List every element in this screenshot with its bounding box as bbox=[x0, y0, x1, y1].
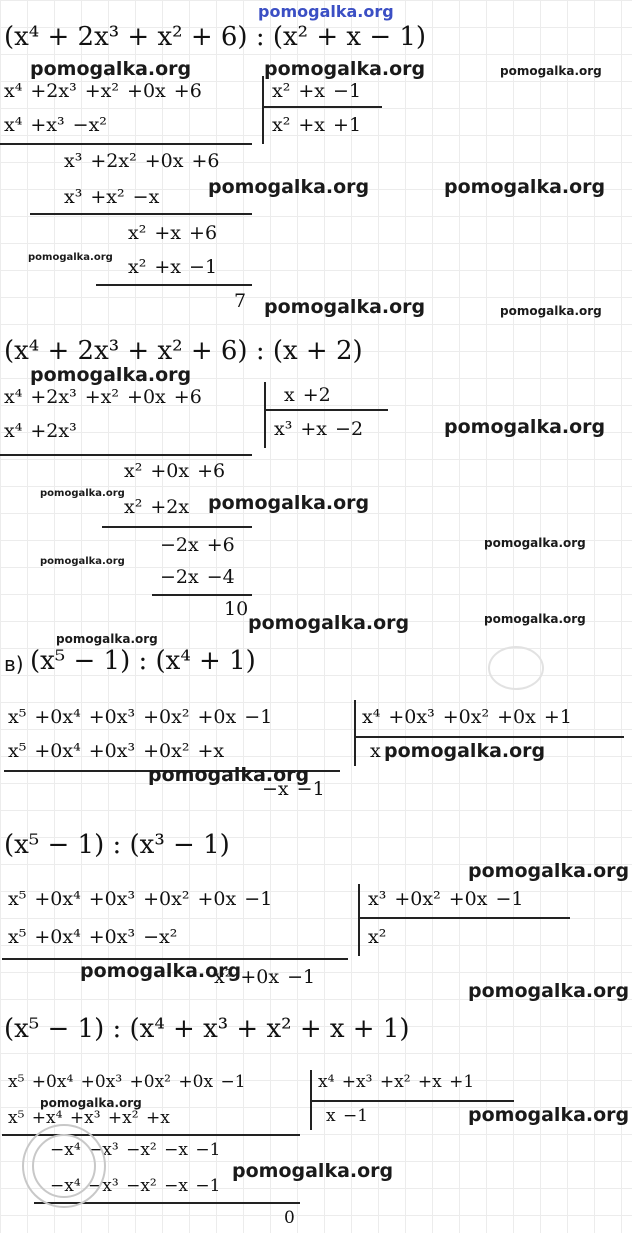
watermark: pomogalka.org bbox=[444, 176, 606, 198]
problem-1-step-4: x² +x +6 bbox=[128, 222, 218, 244]
problem-5-divisor: x⁴ +x³ +x² +x +1 bbox=[318, 1072, 475, 1092]
watermark: pomogalka.org bbox=[232, 1160, 394, 1182]
problem-2-divider-vertical bbox=[264, 382, 266, 448]
problem-1-step-5: x² +x −1 bbox=[128, 256, 218, 278]
problem-4-remainder: x² +0x −1 bbox=[214, 966, 316, 988]
problem-1-quotient: x² +x +1 bbox=[272, 114, 362, 136]
watermark: pomogalka.org bbox=[248, 612, 410, 634]
problem-1-heading: (x⁴ + 2x³ + x² + 6) : (x² + x − 1) bbox=[4, 22, 427, 52]
problem-1-line-1 bbox=[0, 143, 252, 145]
problem-5-step-1: x⁵ +x⁴ +x³ +x² +x bbox=[8, 1108, 170, 1128]
problem-1-step-3: x³ +x² −x bbox=[64, 186, 160, 208]
faint-stamp bbox=[488, 646, 544, 690]
problem-5-divisor-line bbox=[310, 1100, 514, 1102]
problem-4-divisor: x³ +0x² +0x −1 bbox=[368, 888, 524, 910]
problem-3-step-1: x⁵ +0x⁴ +0x³ +0x² +x bbox=[8, 740, 225, 762]
problem-3-divider-vertical bbox=[354, 700, 356, 766]
problem-3-divisor-line bbox=[354, 736, 624, 738]
problem-2-heading: (x⁴ + 2x³ + x² + 6) : (x + 2) bbox=[4, 336, 363, 366]
problem-4-dividend: x⁵ +0x⁴ +0x³ +0x² +0x −1 bbox=[8, 888, 273, 910]
watermark: pomogalka.org bbox=[500, 304, 602, 318]
problem-3-heading: (x⁵ − 1) : (x⁴ + 1) bbox=[30, 646, 256, 676]
watermark: pomogalka.org bbox=[40, 488, 125, 499]
problem-4-quotient: x² bbox=[368, 926, 387, 948]
problem-4-divisor-line bbox=[358, 917, 570, 919]
problem-5-remainder: 0 bbox=[284, 1208, 295, 1228]
problem-5-quotient: x −1 bbox=[326, 1106, 369, 1126]
problem-2-dividend: x⁴ +2x³ +x² +0x +6 bbox=[4, 386, 202, 408]
problem-2-step-3: x² +2x bbox=[124, 496, 190, 518]
problem-2-line-1 bbox=[0, 454, 252, 456]
problem-1-step-1: x⁴ +x³ −x² bbox=[4, 114, 107, 136]
problem-1-line-3 bbox=[96, 284, 252, 286]
problem-3-label: в) bbox=[4, 652, 24, 676]
watermark: pomogalka.org bbox=[40, 1096, 142, 1110]
watermark: pomogalka.org bbox=[80, 960, 242, 982]
problem-5-step-3: −x⁴ −x³ −x² −x −1 bbox=[50, 1176, 221, 1196]
watermark: pomogalka.org bbox=[264, 58, 426, 80]
watermark: pomogalka.org bbox=[468, 1104, 630, 1126]
watermark: pomogalka.org bbox=[484, 612, 586, 626]
problem-1-step-2: x³ +2x² +0x +6 bbox=[64, 150, 220, 172]
problem-2-step-4: −2x +6 bbox=[160, 534, 235, 556]
watermark: pomogalka.org bbox=[384, 740, 546, 762]
problem-2-remainder: 10 bbox=[224, 598, 249, 620]
problem-2-quotient: x³ +x −2 bbox=[274, 418, 364, 440]
problem-1-divisor: x² +x −1 bbox=[272, 80, 362, 102]
top-watermark: pomogalka.org bbox=[258, 2, 394, 21]
watermark: pomogalka.org bbox=[208, 176, 370, 198]
problem-2-line-2 bbox=[102, 526, 252, 528]
problem-4-heading: (x⁵ − 1) : (x³ − 1) bbox=[4, 830, 230, 860]
problem-2-divisor: x +2 bbox=[284, 384, 331, 406]
watermark: pomogalka.org bbox=[30, 364, 192, 386]
watermark: pomogalka.org bbox=[444, 416, 606, 438]
watermark: pomogalka.org bbox=[28, 252, 113, 263]
problem-5-heading: (x⁵ − 1) : (x⁴ + x³ + x² + x + 1) bbox=[4, 1014, 410, 1044]
problem-1-remainder: 7 bbox=[234, 290, 247, 312]
watermark: pomogalka.org bbox=[484, 536, 586, 550]
problem-2-step-5: −2x −4 bbox=[160, 566, 235, 588]
problem-1-divisor-line bbox=[262, 106, 382, 108]
problem-3-remainder: −x −1 bbox=[262, 778, 325, 800]
problem-3-quotient: x bbox=[370, 740, 381, 762]
watermark: pomogalka.org bbox=[56, 632, 158, 646]
watermark: pomogalka.org bbox=[468, 860, 630, 882]
problem-2-step-1: x⁴ +2x³ bbox=[4, 420, 77, 442]
watermark: pomogalka.org bbox=[208, 492, 370, 514]
problem-2-divisor-line bbox=[264, 409, 388, 411]
watermark: pomogalka.org bbox=[500, 64, 602, 78]
problem-1-dividend: x⁴ +2x³ +x² +0x +6 bbox=[4, 80, 202, 102]
problem-5-step-2: −x⁴ −x³ −x² −x −1 bbox=[50, 1140, 221, 1160]
problem-2-line-3 bbox=[152, 594, 252, 596]
watermark: pomogalka.org bbox=[468, 980, 630, 1002]
problem-4-divider-vertical bbox=[358, 884, 360, 956]
problem-1-line-2 bbox=[30, 213, 252, 215]
faint-copyright-seal-inner bbox=[32, 1134, 96, 1198]
problem-2-step-2: x² +0x +6 bbox=[124, 460, 226, 482]
problem-4-step-1: x⁵ +0x⁴ +0x³ −x² bbox=[8, 926, 178, 948]
problem-5-dividend: x⁵ +0x⁴ +0x³ +0x² +0x −1 bbox=[8, 1072, 246, 1092]
watermark: pomogalka.org bbox=[148, 764, 310, 786]
watermark: pomogalka.org bbox=[40, 556, 125, 567]
problem-1-divider-vertical bbox=[262, 76, 264, 144]
problem-3-divisor: x⁴ +0x³ +0x² +0x +1 bbox=[362, 706, 572, 728]
watermark: pomogalka.org bbox=[30, 58, 192, 80]
problem-3-dividend: x⁵ +0x⁴ +0x³ +0x² +0x −1 bbox=[8, 706, 273, 728]
watermark: pomogalka.org bbox=[264, 296, 426, 318]
